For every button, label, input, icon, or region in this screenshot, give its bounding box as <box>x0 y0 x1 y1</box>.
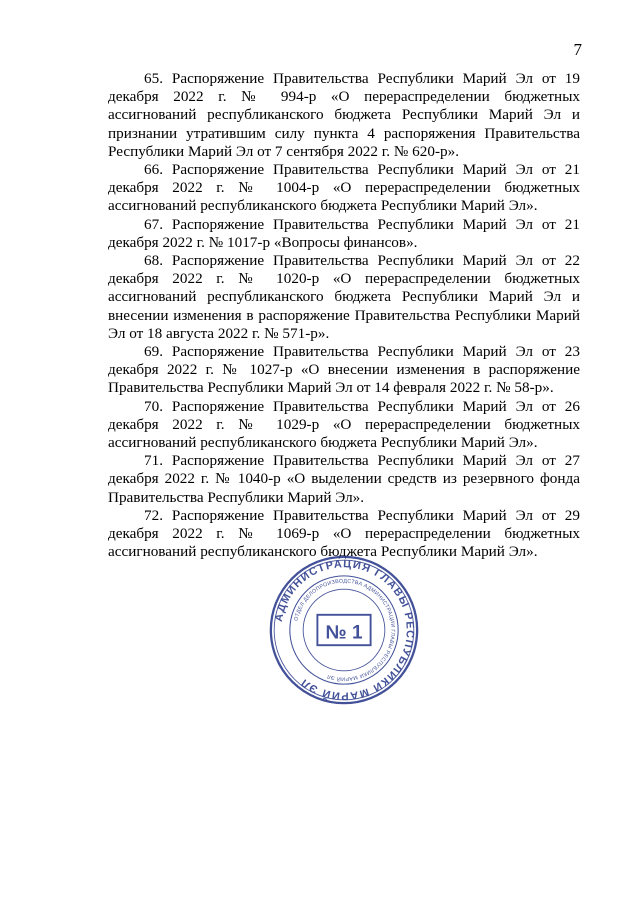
list-item: 69. Распоряжение Правительства Республики Марий Эл от 23 декабря 2022 г. № 1027-р «О внесении изменения в распоряжение Правительства Республики Марий Эл от 14 февраля 2022 г. № 58-р». <box>108 343 580 397</box>
seal-center-text: № 1 <box>325 622 363 644</box>
list-item: 70. Распоряжение Правительства Республики Марий Эл от 26 декабря 2022 г. № 1029-р «О перераспределении бюджетных ассигнований республиканского бюджета Республики Марий Эл». <box>108 397 580 452</box>
list-item: 65. Распоряжение Правительства Республики Марий Эл от 19 декабря 2022 г. № 994-р «О перераспределении бюджетных ассигнований республиканского бюджета Республики Марий Эл и признании утратившим силу пункта 4 распоряжения Правительства Республики Марий Эл от 7 сентября 2022 г. № 620-р». <box>108 70 580 160</box>
seal-outer-text: АДМИНИСТРАЦИЯ ГЛАВЫ РЕСПУБЛИКИ МАРИЙ ЭЛ <box>272 558 416 702</box>
list-item: 68. Распоряжение Правительства Республики Марий Эл от 22 декабря 2022 г. № 1020-р «О перераспределении бюджетных ассигнований республиканского бюджета Республики Марий Эл и внесении изменения в распоряжение Правительства Республики Марий Эл от 18 августа 2022 г. № 571-р». <box>108 252 580 342</box>
list-item: 66. Распоряжение Правительства Республики Марий Эл от 21 декабря 2022 г. № 1004-р «О перераспределении бюджетных ассигнований республиканского бюджета Республики Марий Эл». <box>108 161 580 215</box>
list-item: 72. Распоряжение Правительства Республики Марий Эл от 29 декабря 2022 г. № 1069-р «О перераспределении бюджетных ассигнований республиканского бюджета Республики Марий Эл». <box>108 506 580 561</box>
official-seal-stamp <box>268 554 420 706</box>
seal-inner-text: ОТДЕЛ ДЕЛОПРОИЗВОДСТВА АДМИНИСТРАЦИИ ГЛАВЫ РЕСПУБЛИКИ МАРИЙ ЭЛ <box>293 578 396 682</box>
page-number: 7 <box>573 40 582 59</box>
list-item: 67. Распоряжение Правительства Республики Марий Эл от 21 декабря 2022 г. № 1017-р «Вопросы финансов». <box>108 215 580 251</box>
document-body <box>108 70 580 561</box>
list-item: 71. Распоряжение Правительства Республики Марий Эл от 27 декабря 2022 г. № 1040-р «О выделении средств из резервного фонда Правительства Республики Марий Эл». <box>108 452 580 506</box>
